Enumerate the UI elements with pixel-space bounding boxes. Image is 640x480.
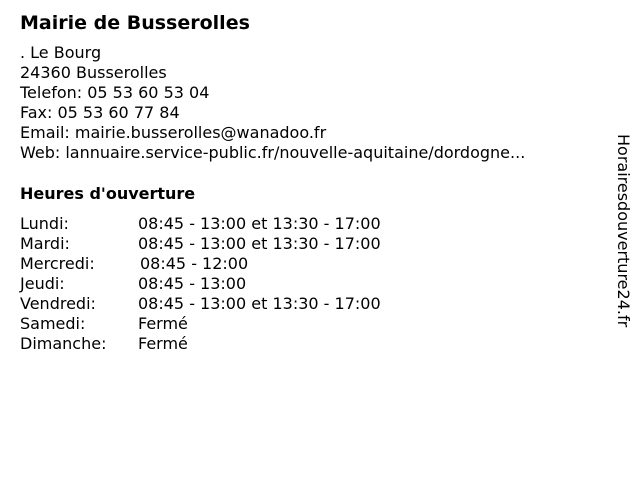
time-value: 08:45 - 12:00 — [140, 254, 249, 273]
fax-number: Fax: 05 53 60 77 84 — [20, 103, 180, 122]
phone-number: Telefon: 05 53 60 53 04 — [20, 83, 210, 102]
time-value: Fermé — [138, 334, 188, 353]
time-value: Fermé — [138, 314, 188, 333]
postal-city: 24360 Busserolles — [20, 63, 167, 82]
day-label: Mercredi: — [20, 254, 95, 273]
email-address: Email: mairie.busserolles@wanadoo.fr — [20, 123, 327, 142]
contact-block — [20, 43, 525, 163]
website: Web: lannuaire.service-public.fr/nouvelle-aquitaine/dordogne... — [20, 143, 526, 162]
day-label: Dimanche: — [20, 334, 107, 353]
time-value: 08:45 - 13:00 et 13:30 - 17:00 — [138, 294, 381, 313]
day-label: Mardi: — [20, 234, 70, 253]
site-watermark: Horairesdouverture24.fr — [614, 134, 633, 328]
time-value: 08:45 - 13:00 et 13:30 - 17:00 — [138, 214, 381, 233]
day-label: Samedi: — [20, 314, 86, 333]
time-value: 08:45 - 13:00 — [138, 274, 247, 293]
street-address: . Le Bourg — [20, 43, 102, 62]
office-title: Mairie de Busserolles — [20, 12, 250, 34]
time-value: 08:45 - 13:00 et 13:30 - 17:00 — [138, 234, 381, 253]
day-label: Jeudi: — [20, 274, 65, 293]
opening-hours-heading: Heures d'ouverture — [20, 184, 196, 203]
day-label: Lundi: — [20, 214, 69, 233]
day-label: Vendredi: — [20, 294, 96, 313]
